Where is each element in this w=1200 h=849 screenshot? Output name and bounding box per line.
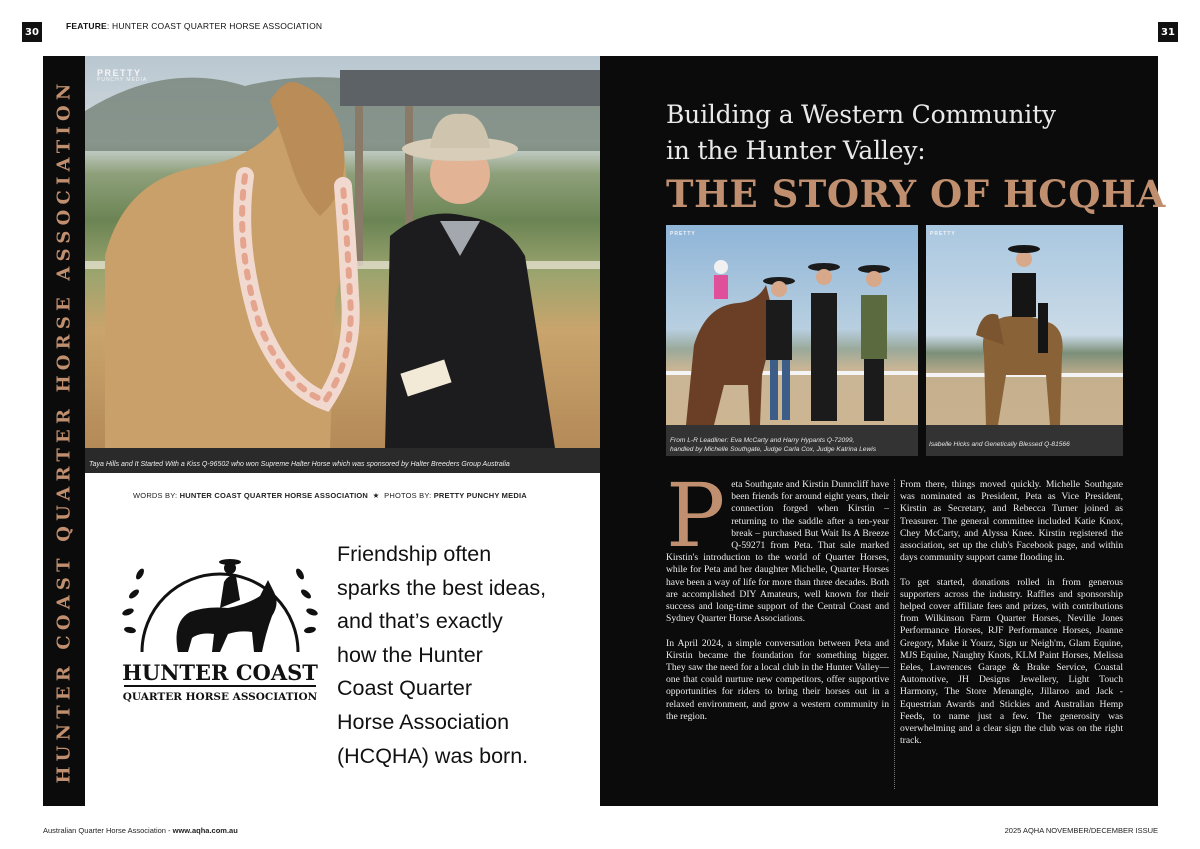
article-paragraph-3: From there, things moved quickly. Michelle Southgate was nominated as President, Peta as Vice President, Kirstin as Secretary, and Rebecca Turner joined as Treasurer. The general committee included Katie Knox, Chey McCarty, and Alyssa Knee. Kirstin registered the association, set up the club's Facebook page, and within days community support came flooding in. [900, 479, 1123, 564]
words-value: HUNTER COAST QUARTER HORSE ASSOCIATION [179, 491, 369, 500]
hero-watermark-sub: PUNCHY MEDIA [97, 77, 148, 83]
intro-quote [337, 538, 577, 773]
intro-line: (HCQHA) was born. [337, 743, 529, 768]
headline-line2: in the Hunter Valley: [666, 136, 926, 165]
column-divider [894, 479, 895, 789]
article-column-1 [666, 464, 889, 735]
intro-line: Friendship often [337, 542, 492, 566]
article-paragraph-4: To get started, donations rolled in from generous supporters across the industry. Raffles and sponsorship helped cover affiliate fees and prizes, with contributions from Wilkinson Farm Quarter Horses, Neville Jones Performance Horses, RJF Performance Horses, Joanne Gregory, Make it Yourz, Sign ur Neigh'm, Glam Equine, MJS Equine, Naughty Knots, KLM Paint Horses, Melissa Eeles, Lawrences Garage & Brake Service, Coastal Automotive, JH Designs Jewellery, Light Touch Harmony, The Store Menangle, Jillaroo and Jack - Equestrian Awards and Stickies and Australian Hemp Feeds, to name just a few. The generosity was overwhelming and a clear sign the club was on the right track. [900, 576, 1123, 747]
footer-issue: 2025 AQHA NOVEMBER/DECEMBER ISSUE [1004, 826, 1158, 835]
footer-org: Australian Quarter Horse Association - [43, 826, 173, 835]
hero-watermark [97, 70, 147, 84]
article-paragraph [666, 464, 889, 625]
words-label: WORDS BY: [133, 491, 180, 500]
hero-caption: Taya Hills and It Started With a Kiss Q-96502 who won Supreme Halter Horse which was sponsored by Halter Breeders Group Australia [85, 448, 600, 473]
footer-url[interactable]: www.aqha.com.au [172, 826, 238, 835]
photo-leadliner-illustration [666, 225, 918, 425]
vertical-title: HUNTER COAST QUARTER HORSE ASSOCIATION [53, 78, 75, 784]
photo-rider-caption: Isabelle Hicks and Genetically Blessed Q-81566 [926, 425, 1123, 456]
photo-rider [926, 225, 1123, 425]
article-paragraph-2: In April 2024, a simple conversation between Peta and Kirstin became the foundation for something bigger. They saw the need for a local club in the Hunter Valley—one that could nurture new competitors, offer supportive opportunities for riders to bring their horses out in a relaxed environment, and grow a western community in the region. [666, 637, 889, 722]
photo-leadliner [666, 225, 918, 425]
logo-line1: HUNTER COAST [122, 660, 318, 685]
photo-leadliner-caption [666, 425, 918, 456]
caption-a-line1: From L-R Leadliner: Eva McCarty and Harry Hypants Q-72099, [670, 437, 855, 444]
feature-label [66, 21, 322, 31]
feature-title: : HUNTER COAST QUARTER HORSE ASSOCIATION [106, 21, 323, 31]
credits-line [133, 491, 527, 500]
hcqha-logo [120, 534, 320, 706]
star-icon: ★ [370, 491, 382, 500]
intro-line: Coast Quarter [337, 676, 473, 701]
intro-line: sparks the best ideas, [337, 575, 547, 600]
feature-prefix: FEATURE [66, 21, 107, 31]
drop-cap: P [666, 464, 726, 567]
hero-photo [85, 56, 600, 448]
headline-main: THE STORY OF HCQHA [666, 172, 1166, 216]
logo-line2: QUARTER HORSE ASSOCIATION [122, 691, 318, 703]
hero-photo-illustration [85, 56, 600, 448]
article-paragraph-1: eta Southgate and Kirstin Dunncliff have been friends for around eight years, their connection forged when Kirstin – returning to the saddle after a ten-year break – purchased But Wait Its A Breeze Q-59271 from Peta. That sale marked Kirstin's introduction to the world of Quarter Horses, while for Peta and her daughter Michelle, Quarter Horses have been a way of life for more than three decades. Both are accomplished DIY Amateurs, well known for their success and long-time support of the Central Coast and Sydney Quarter Horse Associations. [666, 479, 889, 625]
caption-a-line2: handled by Michelle Southgate, Judge Carla Cox, Judge Katrina Lewis [670, 446, 876, 453]
article-column-2 [900, 479, 1123, 760]
photos-value: PRETTY PUNCHY MEDIA [433, 491, 527, 500]
page-number-left: 30 [22, 22, 42, 42]
intro-line: how the Hunter [337, 642, 483, 667]
photo-rider-illustration [926, 225, 1123, 425]
headline-lines [666, 97, 1056, 169]
intro-line: Horse Association [337, 709, 510, 734]
photo-leadliner-watermark: PRETTY [670, 231, 696, 237]
photos-label: PHOTOS BY: [384, 491, 434, 500]
hero-watermark-text: PRETTY [97, 68, 142, 78]
headline-line1: Building a Western Community [666, 100, 1056, 129]
intro-line: and that’s exactly [337, 609, 503, 634]
photo-rider-watermark: PRETTY [930, 231, 956, 237]
footer-left [43, 826, 238, 835]
page-number-right: 31 [1158, 22, 1178, 42]
